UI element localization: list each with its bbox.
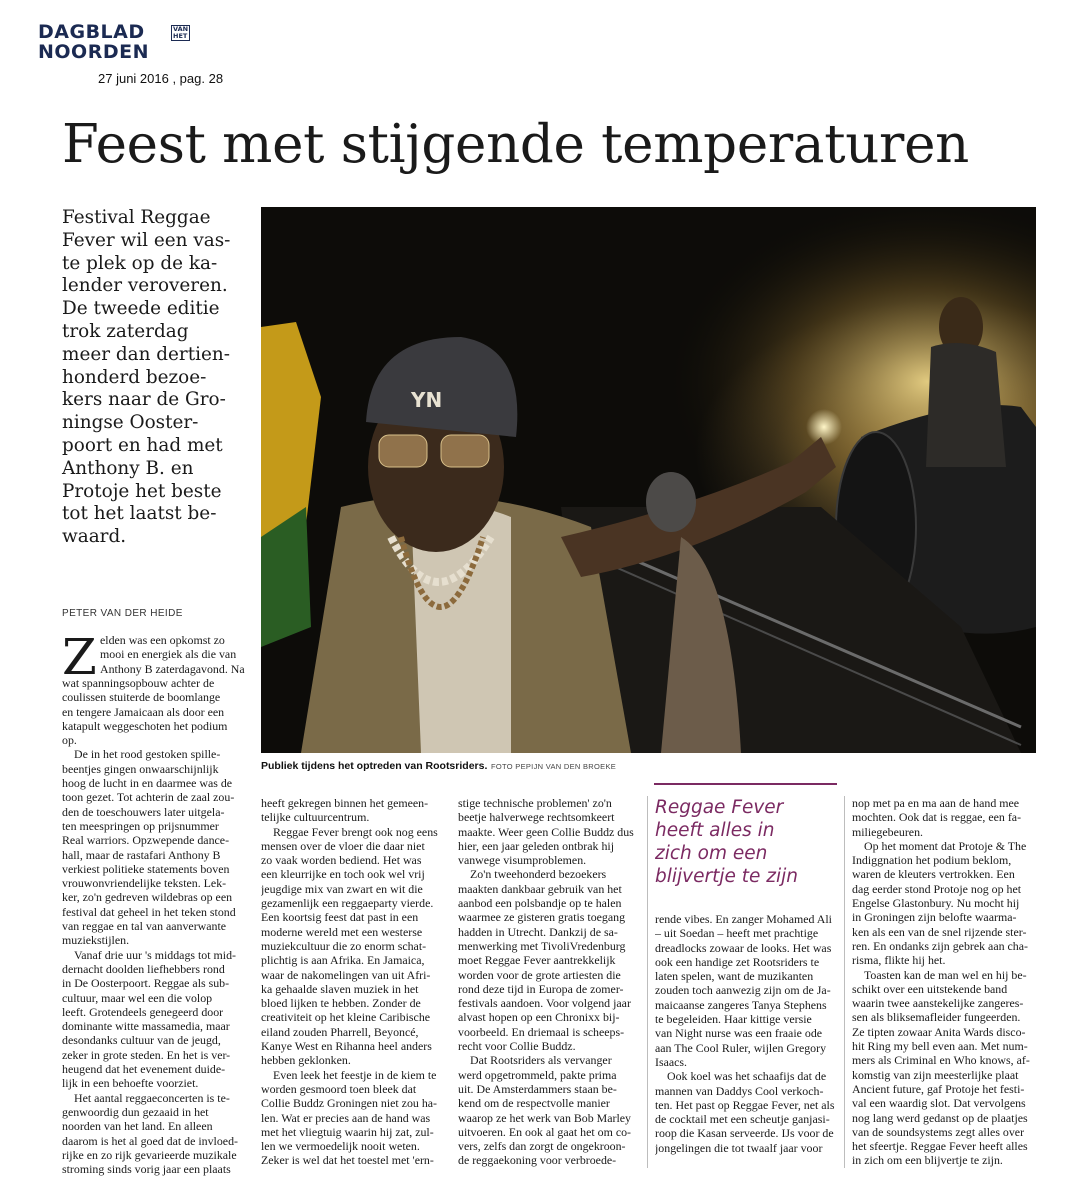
body-line: uit. De Amsterdammers staan be- [458,1081,617,1096]
body-line: met het vliegtuig waarin hij zat, zul- [261,1124,434,1139]
body-line: hadden in Utrecht. Dankzij de sa- [458,924,618,939]
body-line: hebben geklonken. [261,1053,351,1068]
intro-text [62,207,252,549]
intro-line: trok zaterdag [62,320,189,342]
body-line: Reggae Fever brengt ook nog eens [273,824,438,839]
body-line: beentjes gingen onwaarschijnlijk [62,761,219,776]
intro-line: Anthony B. en [62,457,194,479]
intro-line: Fever wil een vas- [62,229,231,251]
body-line: recht voor Collie Buddz. [458,1039,576,1054]
body-line: miliegebeuren. [852,824,923,839]
body-line: roop die Kasan serveerde. IJs voor de [655,1126,834,1141]
masthead-van: VAN [173,25,189,33]
body-line: toon gezet. Tot achterin de zaal zou- [62,790,235,805]
body-line: desondanks cultuur van de jeugd, [62,1033,221,1048]
pull-quote-line: heeft alles in [655,820,775,841]
column-1 [62,676,252,1176]
body-line: jongelingen die tot twaalf jaar voor [655,1140,823,1155]
body-line: Indiggnation het podium beklom, [852,853,1012,868]
photo-credit: FOTO PEPIJN VAN DEN BROEKE [491,762,617,771]
body-line: van de soundsystems zegt alles over [852,1124,1025,1139]
intro-line: lender veroveren. [62,275,228,297]
cap-letters: YN [411,388,443,412]
body-line: heugend dat het evenement duide- [62,1062,226,1077]
body-line: menwerking met TivoliVredenburg [458,938,626,953]
body-line: van reggae en tal van aanverwante [62,919,227,934]
body-line: aanbod een polsbandje op te halen [458,896,622,911]
body-line: risma, flikte hij het. [852,953,946,968]
headline: Feest met stijgende temperaturen [62,114,969,175]
body-line: dominante witte massamedia, maar [62,1019,230,1034]
body-line: rijke en zo rijk gevarieerde muzikale [62,1147,237,1162]
body-line: in De Oosterpoort. Reggae als sub- [62,976,230,991]
intro-line: poort en had met [62,434,223,456]
body-line: festival dat geheel in het teken stond [62,904,236,919]
body-line: maakte. Weer geen Collie Buddz dus [458,824,634,839]
body-line: Vanaf drie uur 's middags tot mid- [74,947,236,962]
body-line: van Night nurse was een fraaie ode [655,1026,823,1041]
column-2 [261,796,449,1168]
body-line: creativiteit op het kleine Caribische [261,1010,431,1025]
body-line: ken als een van de snel rijzende ster- [852,924,1027,939]
body-line: leeft. Grotendeels genegeerd door [62,1004,224,1019]
body-line: waarin twee aanstekelijke zangeres- [852,996,1024,1011]
column-5 [852,796,1040,1168]
body-line: alvast hopen op een Chronixx bij- [458,1010,620,1025]
body-line: voorbeeld. En driemaal is scheeps- [458,1024,625,1039]
body-line: Anthony B zaterdagavond. Na [100,661,245,676]
body-line: daarom is het al goed dat de invloed- [62,1133,238,1148]
body-line: muziekcultuur die zo enorm schat- [261,938,427,953]
body-line: jeugdige mix van zwart en wit die [261,881,423,896]
column-3 [458,796,646,1168]
body-line: mochten. Ook dat is reggae, een fa- [852,810,1022,825]
body-line: Ze tipten zowaar Anita Wards disco- [852,1024,1026,1039]
body-line: moderne wereld met een westerse [261,924,423,939]
body-line: elden was een opkomst zo [100,633,225,647]
body-line: op. [62,733,77,748]
body-line: festivals aandoen. Voor volgend jaar [458,996,631,1011]
body-line: Zo'n tweehonderd bezoekers [470,867,607,882]
body-line: ten. Het past op Reggae Fever, net als [655,1097,835,1112]
body-line: katapult weggeschoten het podium [62,718,228,733]
body-line: val een waardig slot. Dat vervolgens [852,1096,1026,1111]
body-line: beetje halverwege rechtsomkeert [458,810,615,825]
column-1-lead [100,633,252,676]
concert-photo [261,207,1036,753]
body-line: sen als bliksemafleider fungeerden. [852,1010,1021,1025]
body-line: schikt over een uitstekende band [852,981,1008,996]
pull-quote [655,796,845,888]
intro-line: Festival Reggae [62,207,211,228]
body-line: laten spelen, want de muzikanten [655,969,814,984]
body-line: genwoordig dun gezaaid in het [62,1104,209,1119]
body-line: hier, een jaar geleden ontbrak hij [458,838,615,853]
body-line: noorden van het land. En alleen [62,1119,213,1134]
body-line: waren de kleuters vertrokken. Een [852,867,1015,882]
body-line: lijk in een behoefte voorziet. [62,1076,199,1091]
drop-cap: Z [62,628,97,686]
body-line: Zeker is wel dat het toestel met 'ern- [261,1153,434,1168]
body-line: Op het moment dat Protoje & The [864,838,1027,853]
body-line: vanwege visumproblemen. [458,853,587,868]
intro-line: kers naar de Gro- [62,389,226,411]
body-line: werd opgetrommeld, pakte prima [458,1067,617,1082]
body-line: de reggaekoning voor verbroede- [458,1153,617,1168]
body-line: aan The Cool Ruler, wijlen Gregory [655,1040,827,1055]
body-line: mensen over de vloer die daar niet [261,838,425,853]
intro-line: tot het laatst be- [62,503,217,525]
photo-caption: Publiek tijdens het optreden van Rootsriders. [261,760,488,772]
body-line: zeker in grote steden. En het is ver- [62,1047,231,1062]
body-line: Ancient future, gaf Protoje het festi- [852,1081,1025,1096]
body-line: den de toeschouwers later uitgela- [62,804,225,819]
body-line: len. Wat er precies aan de hand was [261,1110,431,1125]
masthead-logo [38,21,189,63]
body-line: Een koortsig feest dat past in een [261,910,419,925]
intro-line: te plek op de ka- [62,252,218,274]
intro-line: meer dan dertien- [62,343,230,365]
body-line: Toasten kan de man wel en hij be- [864,967,1027,982]
body-line: stige technische problemen' zo'n [458,796,612,810]
masthead-line-2: NOORDEN [38,41,149,63]
body-line: het sfeertje. Reggae Fever heeft alles [852,1139,1028,1154]
body-line: uitvoeren. En ook al gaat het om co- [458,1124,632,1139]
body-line: Collie Buddz Groningen niet zou ha- [261,1096,438,1111]
body-line: mers als Criminal en Who knows, af- [852,1053,1030,1068]
body-line: verkiest politieke statements boven [62,861,230,876]
dateline: 27 juni 2016 , pag. 28 [98,71,224,86]
pullquote-rule [654,783,837,785]
body-line: zo vaak worden bediend. Het was [261,853,422,868]
body-line: en tengere Jamaicaan als door een [62,704,225,719]
body-line: heeft gekregen binnen het gemeen- [261,796,429,810]
intro-line: honderd bezoe- [62,366,207,388]
body-line: dreadlocks zowaar de looks. Het was [655,940,832,955]
body-line: telijke cultuurcentrum. [261,810,370,825]
column-divider [844,796,845,1168]
body-line: gezamenlijk een reggaeparty vierde. [261,896,434,911]
body-line: De in het rood gestoken spille- [74,747,221,762]
masthead-het: HET [173,32,188,40]
column-divider [647,796,648,1168]
body-line: ker, zo'n gedreven wildebras op een [62,890,233,905]
body-line: eiland zouden Pharrell, Beyoncé, [261,1024,419,1039]
pull-quote-line: blijvertje te zijn [655,866,798,887]
body-line: hit Ring my bell even aan. Met num- [852,1039,1028,1054]
column-4 [655,912,843,1155]
masthead-line-1: DAGBLAD [38,21,145,43]
body-line: plichtig is aan Afrika. En Jamaica, [261,953,425,968]
body-line: maakten dankbaar gebruik van het [458,881,622,896]
body-line: vrouwonvriendelijke teksten. Lek- [62,876,227,891]
body-line: ook een handige zet Rootsriders te [655,954,820,969]
body-line: moet Reggae Fever aantrekkelijk [458,953,616,968]
body-line: kend om de respectvolle manier [458,1096,610,1111]
body-line: waar de nakomelingen van uit Afri- [261,967,431,982]
body-line: waarop ze het werk van Bob Marley [458,1110,632,1125]
body-line: dernacht doolden liefhebbers rond [62,961,225,976]
body-line: vers, zelfs dan zorgt de ongekroon- [458,1139,626,1154]
body-line: hoog de lucht in en daarmee was de [62,776,233,791]
body-line: ka gehaalde slaven muziek in het [261,981,419,996]
body-line: bloed lijken te hebben. Zonder de [261,996,421,1011]
intro-line: De tweede editie [62,298,220,320]
body-line: nog lang werd gedanst op de plaatjes [852,1110,1028,1125]
body-line: len we vermoedelijk nooit weten. [261,1139,420,1154]
body-line: Kanye West en Rihanna heel anders [261,1039,432,1054]
body-line: Engelse Glastonbury. Nu mocht hij [852,896,1020,911]
body-line: mannen van Daddys Cool verkoch- [655,1083,824,1098]
body-line: rond deze tijd in Europa de zomer- [458,981,624,996]
body-line: een kleurrijke en toch ook wel vrij [261,867,425,882]
pull-quote-line: zich om een [655,843,768,864]
body-line: cultuur, maar wel een die volop [62,990,213,1005]
body-line: worden voor de grote artiesten die [458,967,621,982]
body-line: Ook koel was het schaafijs dat de [667,1069,827,1084]
body-line: zouden toch aanwezig zijn om de Ja- [655,983,831,998]
body-line: dag eerder stond Protoje nog op het [852,881,1022,896]
byline: PETER VAN DER HEIDE [62,608,183,619]
body-line: komstig van zijn meesterlijke plaat [852,1067,1019,1082]
body-line: in zich om een blijvertje te zijn. [852,1153,1003,1168]
body-line: hall, maar de rastafari Anthony B [62,847,221,862]
body-line: stroming sinds vorig jaar een plaats [62,1162,231,1177]
intro-line: waard. [62,526,127,548]
body-line: rende vibes. En zanger Mohamed Ali [655,912,832,926]
body-line: de cocktail met een scheutje ganjasi- [655,1112,830,1127]
body-line: Real warriors. Opzwepende dance- [62,833,230,848]
body-line: ren. En ondanks zijn gebrek aan cha- [852,938,1028,953]
body-line: Isaacs. [655,1054,688,1069]
pull-quote-line: Reggae Fever [655,797,784,818]
intro-line: ningse Ooster- [62,412,199,434]
body-line: ten meespringen op prijsnummer [62,818,219,833]
body-line: wat spanningsopbouw achter de [62,676,215,690]
body-line: worden gesmoord toen bleek dat [261,1081,417,1096]
body-line: Dat Rootsriders als vervanger [470,1053,612,1068]
body-line: maicaanse zangeres Tanya Stephens [655,997,827,1012]
masthead-van-het [171,25,190,41]
body-line: coulissen stuiterde de boomlange [62,690,221,705]
concert-photo-illustration [261,207,1036,753]
body-line: – uit Soedan – heeft met prachtige [655,926,819,941]
intro-line: Protoje het beste [62,480,222,502]
body-line: waarmee ze gisteren gratis toegang [458,910,626,925]
body-line: mooi en energiek als die van [100,647,237,662]
body-line: Het aantal reggaeconcerten is te- [74,1090,230,1105]
body-line: nop met pa en ma aan de hand mee [852,796,1020,810]
body-line: in Groningen zijn belofte waarma- [852,910,1017,925]
body-line: te begeleiden. Haar kittige versie [655,1012,812,1027]
body-line: muziekstijlen. [62,933,130,948]
body-line: Even leek het feestje in de kiem te [273,1067,437,1082]
